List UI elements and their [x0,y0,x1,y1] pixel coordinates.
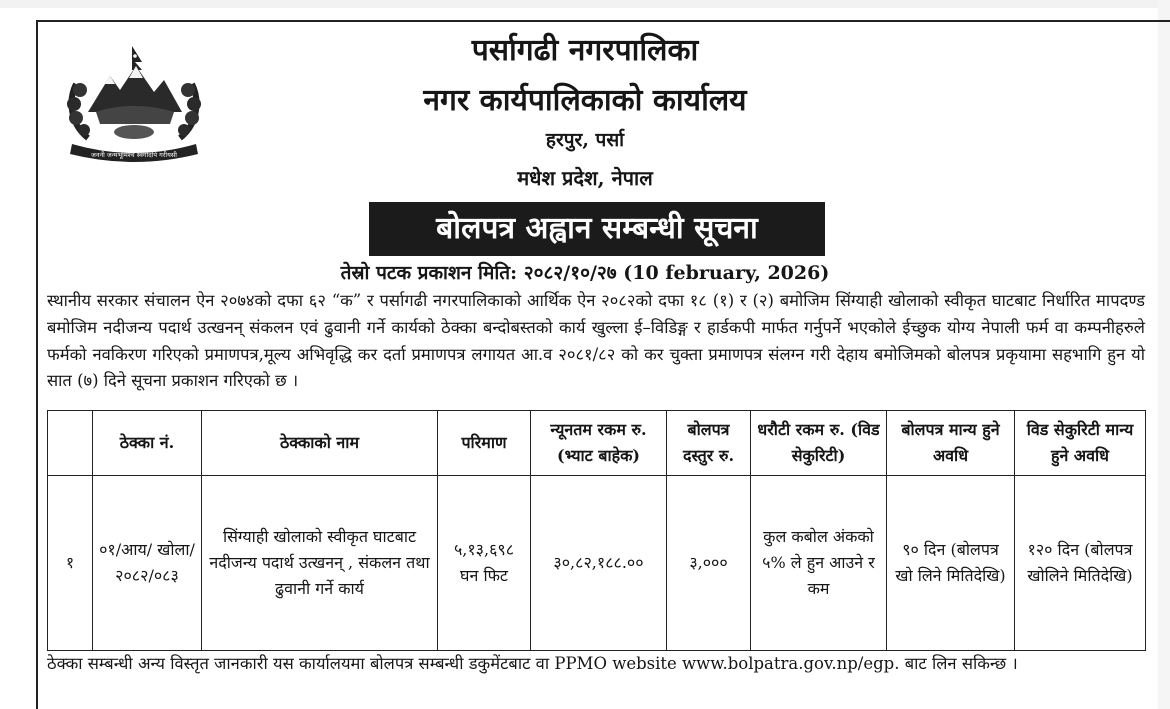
col-header-contract-name: ठेक्काको नाम [202,411,438,476]
cell-sn: १ [48,476,93,651]
publication-label: तेस्रो पटक प्रकाशन मिति: [340,262,518,284]
col-header-quantity: परिमाण [438,411,531,476]
col-header-minimum-amount: न्यूनतम रकम रु. (भ्याट बाहेक) [531,411,667,476]
col-header-bid-validity: बोलपत्र मान्य हुने अवधि [887,411,1015,476]
cell-security-validity: १२० दिन (बोलपत्र खोलिने मितिदेखि) [1015,476,1146,651]
col-header-bid-fee: बोलपत्र दस्तुर रु. [667,411,751,476]
tender-table [47,410,1146,651]
cell-contract-no: ०१/आय/ खोला/ २०८२/०८३ [93,476,202,651]
col-header-bid-security: धरौटी रकम रु. (विड सेकुरिटी) [751,411,887,476]
cell-minimum-amount: ३०,८२,१८८.०० [531,476,667,651]
office-subtitle: नगर कार्यपालिकाको कार्यालय [423,83,747,118]
table-header-row [48,411,1146,476]
notice-title: बोलपत्र अह्वान सम्बन्धी सूचना [369,202,825,256]
table-row [48,476,1146,651]
cell-bid-validity: ९० दिन (बोलपत्र खो लिने मितिदेखि) [887,476,1015,651]
emblem-motto: जननी जन्मभूमिश्च स्वर्गादपि गरीयसी [91,151,177,159]
cell-bid-fee: ३,००० [667,476,751,651]
cell-contract-name: सिंग्याही खोलाको स्वीकृत घाटबाट नदीजन्य पदार्थ उत्खनन् , संकलन तथा ढुवानी गर्ने कार्य [202,476,438,651]
office-location: हरपुर, पर्सा [545,129,625,151]
cell-bid-security: कुल कबोल अंकको ५% ले हुन आउने र कम [751,476,887,651]
notice-intro-paragraph: स्थानीय सरकार संचालन ऐन २०७४को दफा ६२ “क” र पर्सागढी नगरपालिकाको आर्थिक ऐन २०८२को दफा १८ (१) र (२) बमोजिम सिंग्याही खोलाको स्वीकृत घाटबाट निर्धारित मापदण्ड बमोजिम नदीजन्य पदार्थ उत्खनन् संकलन एवं ढुवानी गर्ने कार्यको ठेक्का बन्दोबस्तको कार्य खुल्ला ई–विडिङ्ग र हार्डकपी मार्फत गर्नुपर्ने भएकोले ईच्छुक योग्य नेपाली फर्म वा कम्पनीहरुले फर्मको नवकिरण गरिएको प्रमाणपत्र,मूल्य अभिवृद्धि कर दर्ता प्रमाणपत्र लगायत आ.व २०८१/८२ को कर चुक्ता प्रमाणपत्र संलग्न गरी देहाय बमोजिमको बोलपत्र प्रकृयामा सहभागि हुन यो सात (७) दिने सूचना प्रकाशन गरिएको छ । [47,291,1145,391]
office-province: मधेश प्रदेश, नेपाल [517,166,653,190]
footer-note: ठेक्का सम्बन्धी अन्य विस्तृत जानकारी यस कार्यालयमा बोलपत्र सम्बन्धी डकुमेंटबाट वा PPMO website www.bolpatra.gov.np/egp. बाट लिन सकिन्छ । [47,654,1018,673]
col-header-contract-no: ठेक्का नं. [93,411,202,476]
col-header-sn [48,411,93,476]
scan-top-edge [0,0,1170,8]
col-header-security-validity: विड सेकुरिटी मान्य हुने अवधि [1015,411,1146,476]
publication-date: २०८२/१०/२७ (10 february, 2026) [523,262,830,284]
cell-quantity: ५,१३,६९८ घन फिट [438,476,531,651]
office-name: पर्सागढी नगरपालिका [471,33,699,68]
publication-line [0,259,1170,285]
